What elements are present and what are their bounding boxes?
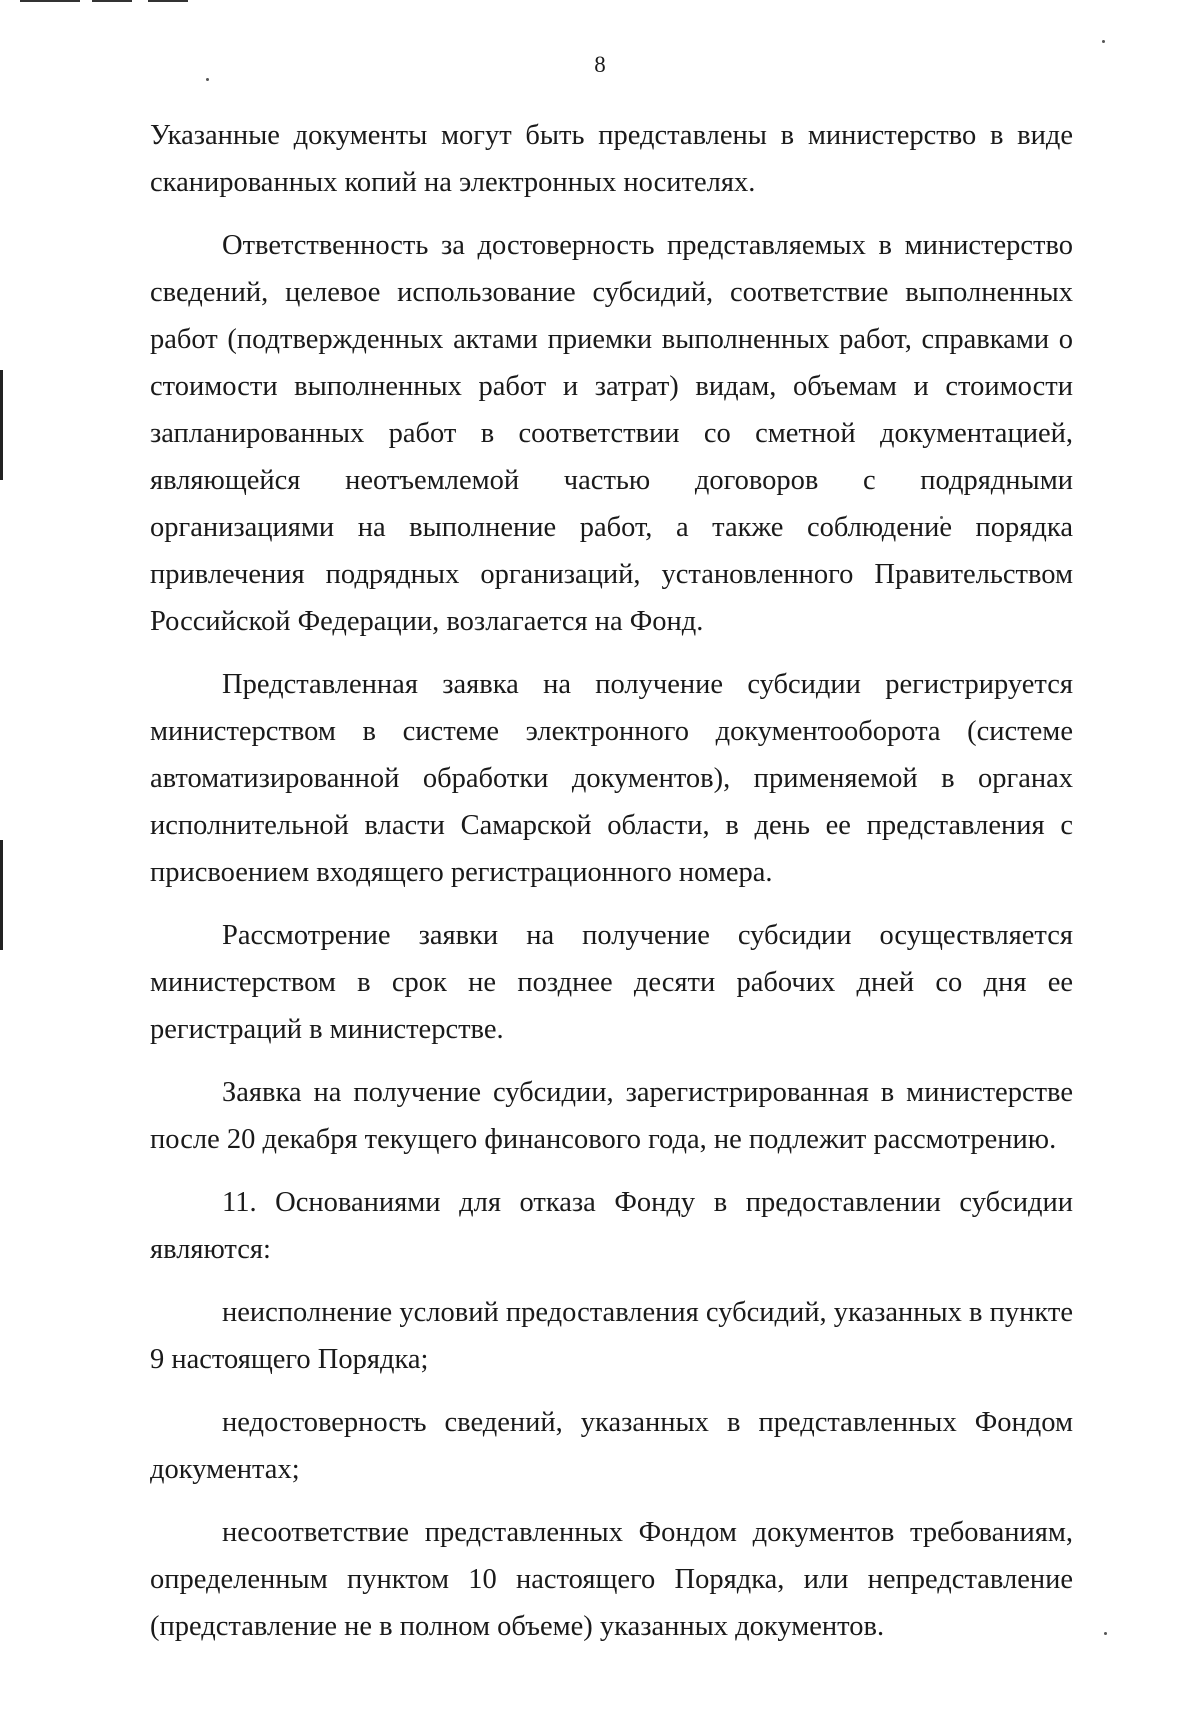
- scan-artifact-left-edge: [0, 370, 3, 480]
- page-number: 8: [594, 52, 606, 77]
- scan-artifact-top: [20, 0, 80, 2]
- paragraph: 11. Основаниями для отказа Фонду в предоставлении субсидии являются:: [150, 1187, 1073, 1265]
- scan-speck: [206, 78, 209, 81]
- document-body: [150, 112, 1073, 1666]
- paragraph: Заявка на получение субсидии, зарегистрированная в министерстве после 20 декабря текущего финансового года, не подлежит рассмотрению.: [150, 1077, 1073, 1155]
- paragraph: Ответственность за достоверность представляемых в министерство сведений, целевое использование субсидий, соответствие выполненных работ (подтвержденных актами приемки выполненных работ, справками о стоимости выполненных работ и затрат) видам, объемам и стоимости запланированных работ в соответствии со сметной документацией, являющейся неотъемлемой частью договоров с подрядными организациями на выполнение работ, а также соблюдение порядка привлечения подрядных организаций, установленного Правительством Российской Федерации, возлагается на Фонд.: [150, 230, 1073, 637]
- paragraph: Указанные документы могут быть представлены в министерство в виде сканированных копий на электронных носителях.: [150, 120, 1073, 198]
- scan-artifact-top: [148, 0, 188, 2]
- scan-artifact-top: [92, 0, 132, 2]
- scan-artifact-left-edge: [0, 840, 3, 950]
- paragraph: несоответствие представленных Фондом документов требованиям, определенным пунктом 10 настоящего Порядка, или непредставление (представление не в полном объеме) указанных документов.: [150, 1517, 1073, 1642]
- scan-speck: [1104, 1632, 1107, 1635]
- paragraph: неисполнение условий предоставления субсидий, указанных в пункте 9 настоящего Порядка;: [150, 1297, 1073, 1375]
- paragraph: Представленная заявка на получение субсидии регистрируется министерством в системе электронного документооборота (системе автоматизированной обработки документов), применяемой в органах исполнительной власти Самарской области, в день ее представления с присвоением входящего регистрационного номера.: [150, 669, 1073, 888]
- scan-speck: [1102, 40, 1105, 43]
- paragraph: Рассмотрение заявки на получение субсидии осуществляется министерством в срок не позднее десяти рабочих дней со дня ее регистраций в министерстве.: [150, 920, 1073, 1045]
- paragraph: недостоверность сведений, указанных в представленных Фондом документах;: [150, 1407, 1073, 1485]
